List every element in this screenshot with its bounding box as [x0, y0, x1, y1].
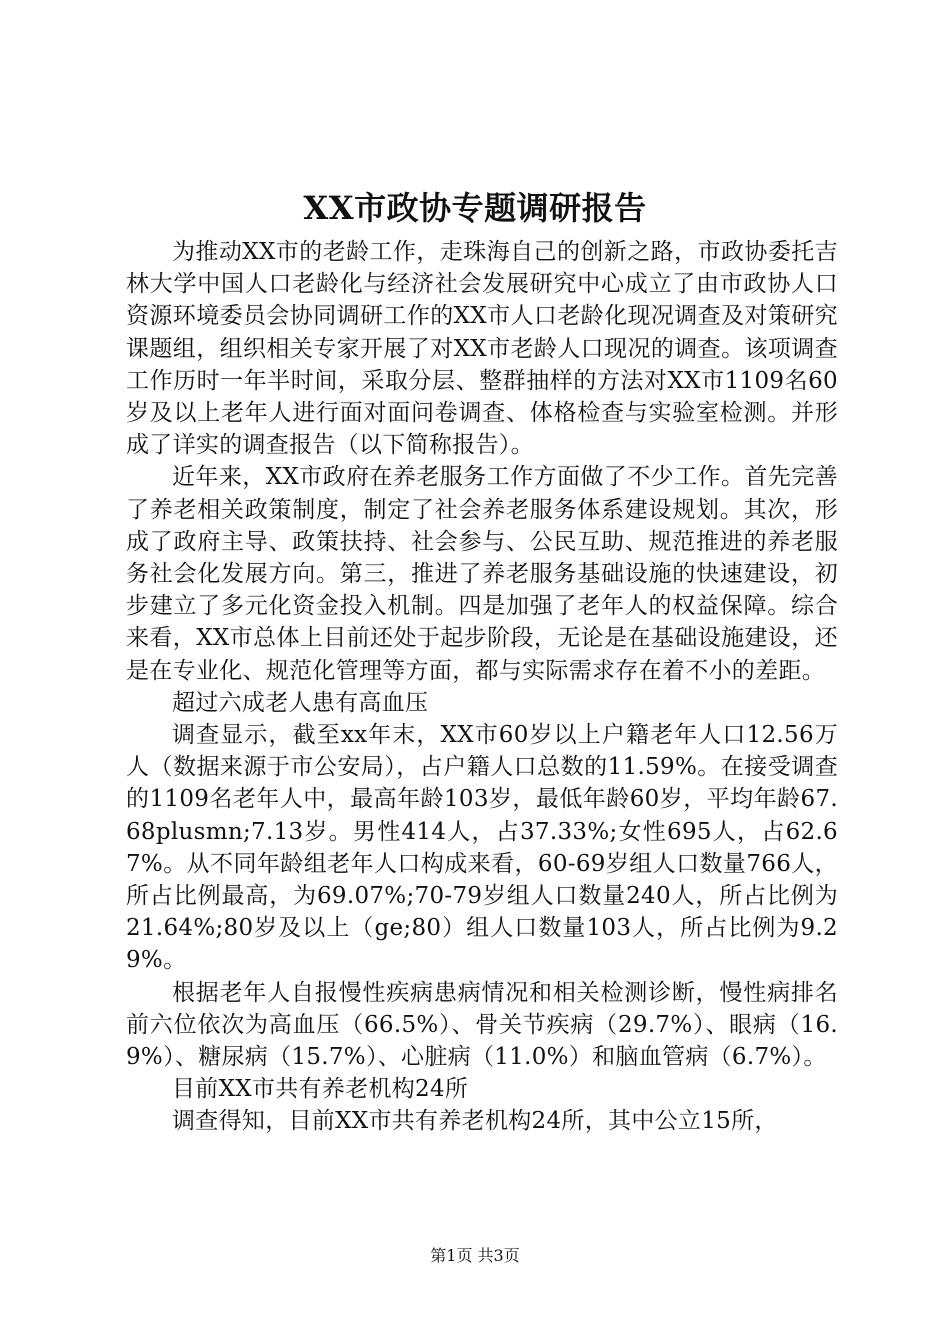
subheading-hypertension: 超过六成老人患有高血压	[172, 689, 429, 716]
page-footer: 第1页 共3页	[430, 1246, 520, 1265]
paragraph-intro: 为推动XX市的老龄工作，走珠海自己的创新之路，市政协委托吉林大学中国人口老龄化与经济社会发展研究中心成立了由市政协人口资源环境委员会协同调研工作的XX市人口老龄化现况调查及对策研究课题组，组织相关专家开展了对XX市老龄人口现况的调查。该项调查工作历时一年半时间，采取分层、整群抽样的方法对XX市1109名60岁及以上老年人进行面对面问卷调查、体格检查与实验室检测。并形成了详实的调查报告（以下简称报告）。	[126, 239, 838, 459]
paragraph-survey-results: 调查显示，截至xx年末，XX市60岁以上户籍老年人口12.56万人（数据来源于市公安局），占户籍人口总数的11.59%。在接受调查的1109名老年人中，最高年龄103岁，最低年龄60岁，平均年龄67.68plusmn;7.13岁。男性414人，占37.33%;女性695人，占62.67%。从不同年龄组老年人口构成来看，60-69岁组人口数量766人，所占比例最高，为69.07%;70-79岁组人口数量240人，所占比例为21.64%;80岁及以上（ge;80）组人口数量103人，所占比例为9.29%。	[126, 722, 838, 974]
document-title: XX市政协专题调研报告	[303, 189, 647, 227]
paragraph-recent-work: 近年来，XX市政府在养老服务工作方面做了不少工作。首先完善了养老相关政策制度，制定了社会养老服务体系建设规划。其次，形成了政府主导、政策扶持、社会参与、公民互助、规范推进的养老服务社会化发展方向。第三，推进了养老服务基础设施的快速建设，初步建立了多元化资金投入机制。四是加强了老年人的权益保障。综合来看，XX市总体上目前还处于起步阶段，无论是在基础设施建设，还是在专业化、规范化管理等方面，都与实际需求存在着不小的差距。	[126, 464, 838, 684]
paragraph-institutions: 调查得知，目前XX市共有养老机构24所，其中公立15所，	[172, 1108, 778, 1135]
subheading-institutions: 目前XX市共有养老机构24所	[172, 1076, 469, 1103]
paragraph-chronic-disease: 根据老年人自报慢性疾病患病情况和相关检测诊断，慢性病排名前六位依次为高血压（66.5%）、骨关节疾病（29.7%）、眼病（16.9%）、糖尿病（15.7%）、心脏病（11.0%）和脑血管病（6.7%）。	[126, 979, 838, 1071]
document-body	[126, 236, 838, 1138]
